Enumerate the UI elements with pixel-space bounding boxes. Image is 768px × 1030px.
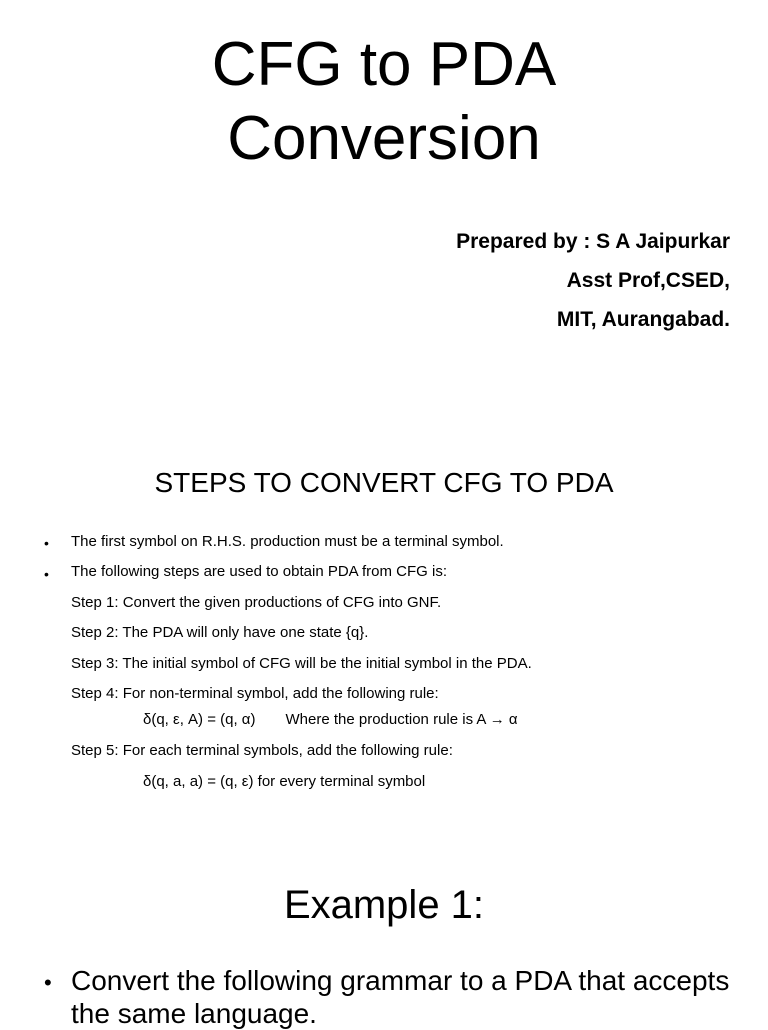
- step-3: Step 3: The initial symbol of CFG will be the initial symbol in the PDA.: [71, 655, 532, 672]
- step-1: Step 1: Convert the given productions of CFG into GNF.: [71, 594, 442, 611]
- author-position: Asst Prof,CSED,: [566, 269, 730, 292]
- nonterminal-rule-condition: Where the production rule is A → α: [285, 711, 518, 728]
- slide-title-line-1: CFG to PDA: [211, 30, 557, 99]
- example-heading: Example 1:: [283, 883, 485, 927]
- terminal-rule: δ(q, a, a) = (q, ε) for every terminal symbol: [143, 773, 426, 790]
- bullet-item: The first symbol on R.H.S. production must be a terminal symbol.: [71, 533, 504, 550]
- author-institute: MIT, Aurangabad.: [556, 308, 730, 331]
- example-text: Convert the following grammar to a PDA that accepts the same language.: [71, 965, 730, 1029]
- bullet-item: The following steps are used to obtain PDA from CFG is:: [71, 563, 448, 580]
- step-2: Step 2: The PDA will only have one state {q}.: [71, 624, 369, 641]
- steps-heading: STEPS TO CONVERT CFG TO PDA: [154, 467, 614, 498]
- author-prepared-by: Prepared by : S A Jaipurkar: [456, 230, 730, 253]
- nonterminal-rule-formula: δ(q, ε, A) = (q, α): [143, 711, 256, 728]
- nonterminal-rule: [143, 710, 518, 730]
- step-4: Step 4: For non-terminal symbol, add the following rule:: [71, 685, 439, 702]
- bullet-icon: •: [44, 970, 52, 995]
- slide-title-line-2: Conversion: [227, 104, 541, 173]
- bullet-icon: •: [44, 535, 49, 551]
- step-5: Step 5: For each terminal symbols, add the following rule:: [71, 742, 453, 759]
- bullet-icon: •: [44, 566, 49, 582]
